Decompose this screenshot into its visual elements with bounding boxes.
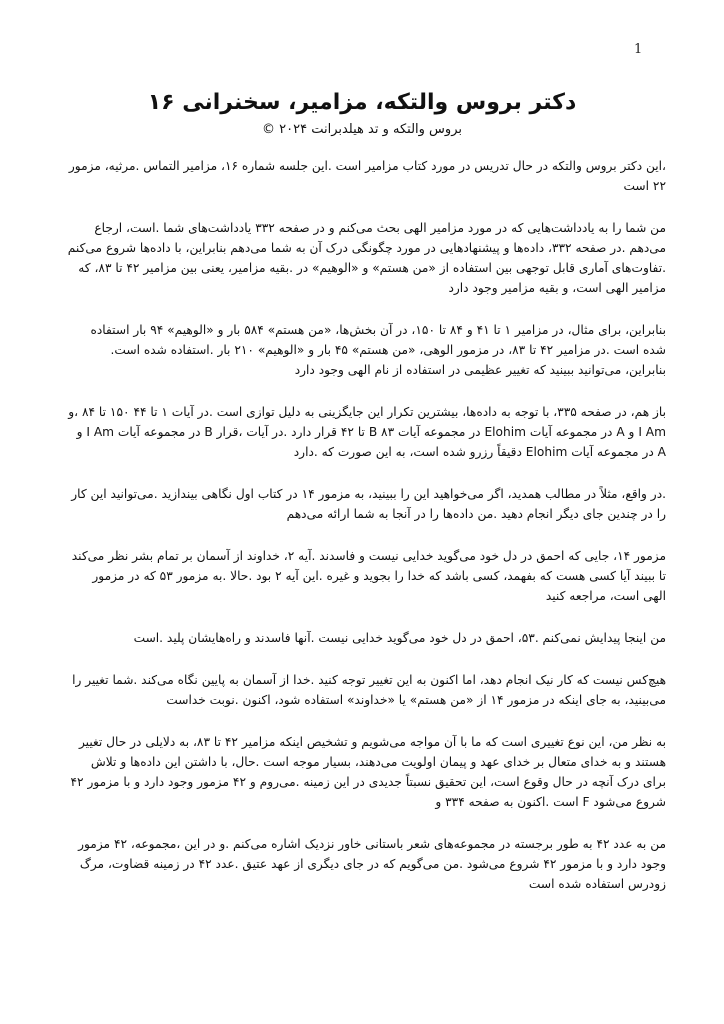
paragraph: باز هم، در صفحه ۳۳۵، با توجه به داده‌ها، بیشترین تکرار این جایگزینی به دلیل توازی است .در آیات ۱ تا ۴۴ ۱۵۰ تا ۸۴ ،و I Am و A در مجموعه آیات Elohim در مجموعه آیات B ۸۳ تا ۴۲ قرار دارد .در آیات ،قرار B در مجموعه آیات I Am و A در مجموعه آیات Elohim دقیقاً رزرو شده است، به این صورت که .دارد	[68, 405, 666, 459]
document-subtitle: بروس والتکه و تد هیلدبرانت ۲۰۲۴ ©	[261, 122, 462, 137]
page-number: 1	[634, 42, 643, 57]
document-header	[60, 88, 664, 140]
paragraph: ،این دکتر بروس والتکه در حال تدریس در مورد کتاب مزامیر است .این جلسه شماره ۱۶، مزامیر التماس .مرثیه، مزمور ۲۲ است	[68, 159, 666, 193]
paragraph: مزمور ۱۴، جایی که احمق در دل خود می‌گوید خدایی نیست و فاسدند .آیه ۲، خداوند از آسمان بر تمام بشر نظر می‌کند تا ببیند آیا کسی هست که بفهمد، کسی باشد که خدا را بجوید و غیره .این آیه ۲ بود .حالا .به مزمور ۵۳ که در مزمور الهی است، مراجعه کنید	[71, 549, 666, 603]
paragraph: من به عدد ۴۲ به طور برجسته در مجموعه‌های شعر باستانی خاور نزدیک اشاره می‌کنم .و در این ،مجموعه، ۴۲ مزمور وجود دارد و با مزمور ۴۲ شروع می‌شود .من می‌گویم که در جای دیگری از عهد عتیق .عدد ۴۲ در زمینه قضاوت، مرگ زودرس استفاده شده است	[78, 837, 666, 891]
paragraph: من شما را به یادداشت‌هایی که در مورد مزامیر الهی بحث می‌کنم و در صفحه ۳۳۲ یادداشت‌های شما .است، ارجاع می‌دهم .در صفحه ۳۳۲، داده‌ها و پیشنهادهایی در مورد چگونگی درک آن به شما می‌دهم بنابراین، با داده‌ها شروع می‌کنم .تفاوت‌های آماری قابل توجهی بین استفاده از «من هستم» و «الوهیم» در .بقیه مزامیر، یعنی بین مزامیر ۴۲ تا ۸۳، که مزامیر الهی است، و بقیه مزامیر وجود دارد	[67, 221, 666, 295]
paragraph: .در واقع، مثلاً در مطالب همدید، اگر می‌خواهید این را ببینید، به مزمور ۱۴ در کتاب اول نگاهی بیندازید .می‌توانید این کار را در چندین جای دیگر انجام دهید .من داده‌ها را در آنجا به شما ارائه می‌دهم	[71, 487, 666, 521]
paragraph: به نظر من، این نوع تغییری است که ما با آن مواجه می‌شویم و تشخیص اینکه مزامیر ۴۲ تا ۸۳، به دلایلی در حال تغییر هستند و به خدای متعال بر خدای عهد و پیمان اولویت می‌دهند، بسیار موجه است .حال، با داشتن این داده‌ها و تلاش برای درک آنچه در حال وقوع است، این تحقیق نسبتاً جدیدی در این زمینه .می‌روم و ۴۲ مزمور وجود دارد و با مزمور ۴۲ شروع می‌شود F است .اکنون به صفحه ۳۳۴ و	[70, 735, 666, 809]
paragraph: بنابراین، برای مثال، در مزامیر ۱ تا ۴۱ و ۸۴ تا ۱۵۰، در آن بخش‌ها، «من هستم» ۵۸۴ بار و «الوهیم» ۹۴ بار استفاده شده است .در مزامیر ۴۲ تا ۸۳، در مزمور الوهی، «من هستم» ۴۵ بار و «الوهیم» ۲۱۰ بار .استفاده شده است. بنابراین، می‌توانید ببینید که تغییر عظیمی در استفاده از نام الهی وجود دارد	[90, 323, 666, 377]
document-title: دکتر بروس والتکه، مزامیر، سخنرانی ۱۶	[147, 90, 577, 115]
paragraph: هیچ‌کس نیست که کار نیک انجام دهد، اما اکنون به این تغییر توجه کنید .خدا از آسمان به پایین نگاه می‌کند .شما تغییر را می‌بینید، به جای اینکه در مزمور ۱۴ از «من هستم» یا «خداوند» استفاده شود، اکنون .نوبت خداست	[72, 673, 666, 707]
document-body	[66, 156, 666, 916]
paragraph: من اینجا پیدایش نمی‌کنم .۵۳، احمق در دل خود می‌گوید خدایی نیست .آنها فاسدند و راه‌هایشان پلید .است	[133, 631, 666, 645]
